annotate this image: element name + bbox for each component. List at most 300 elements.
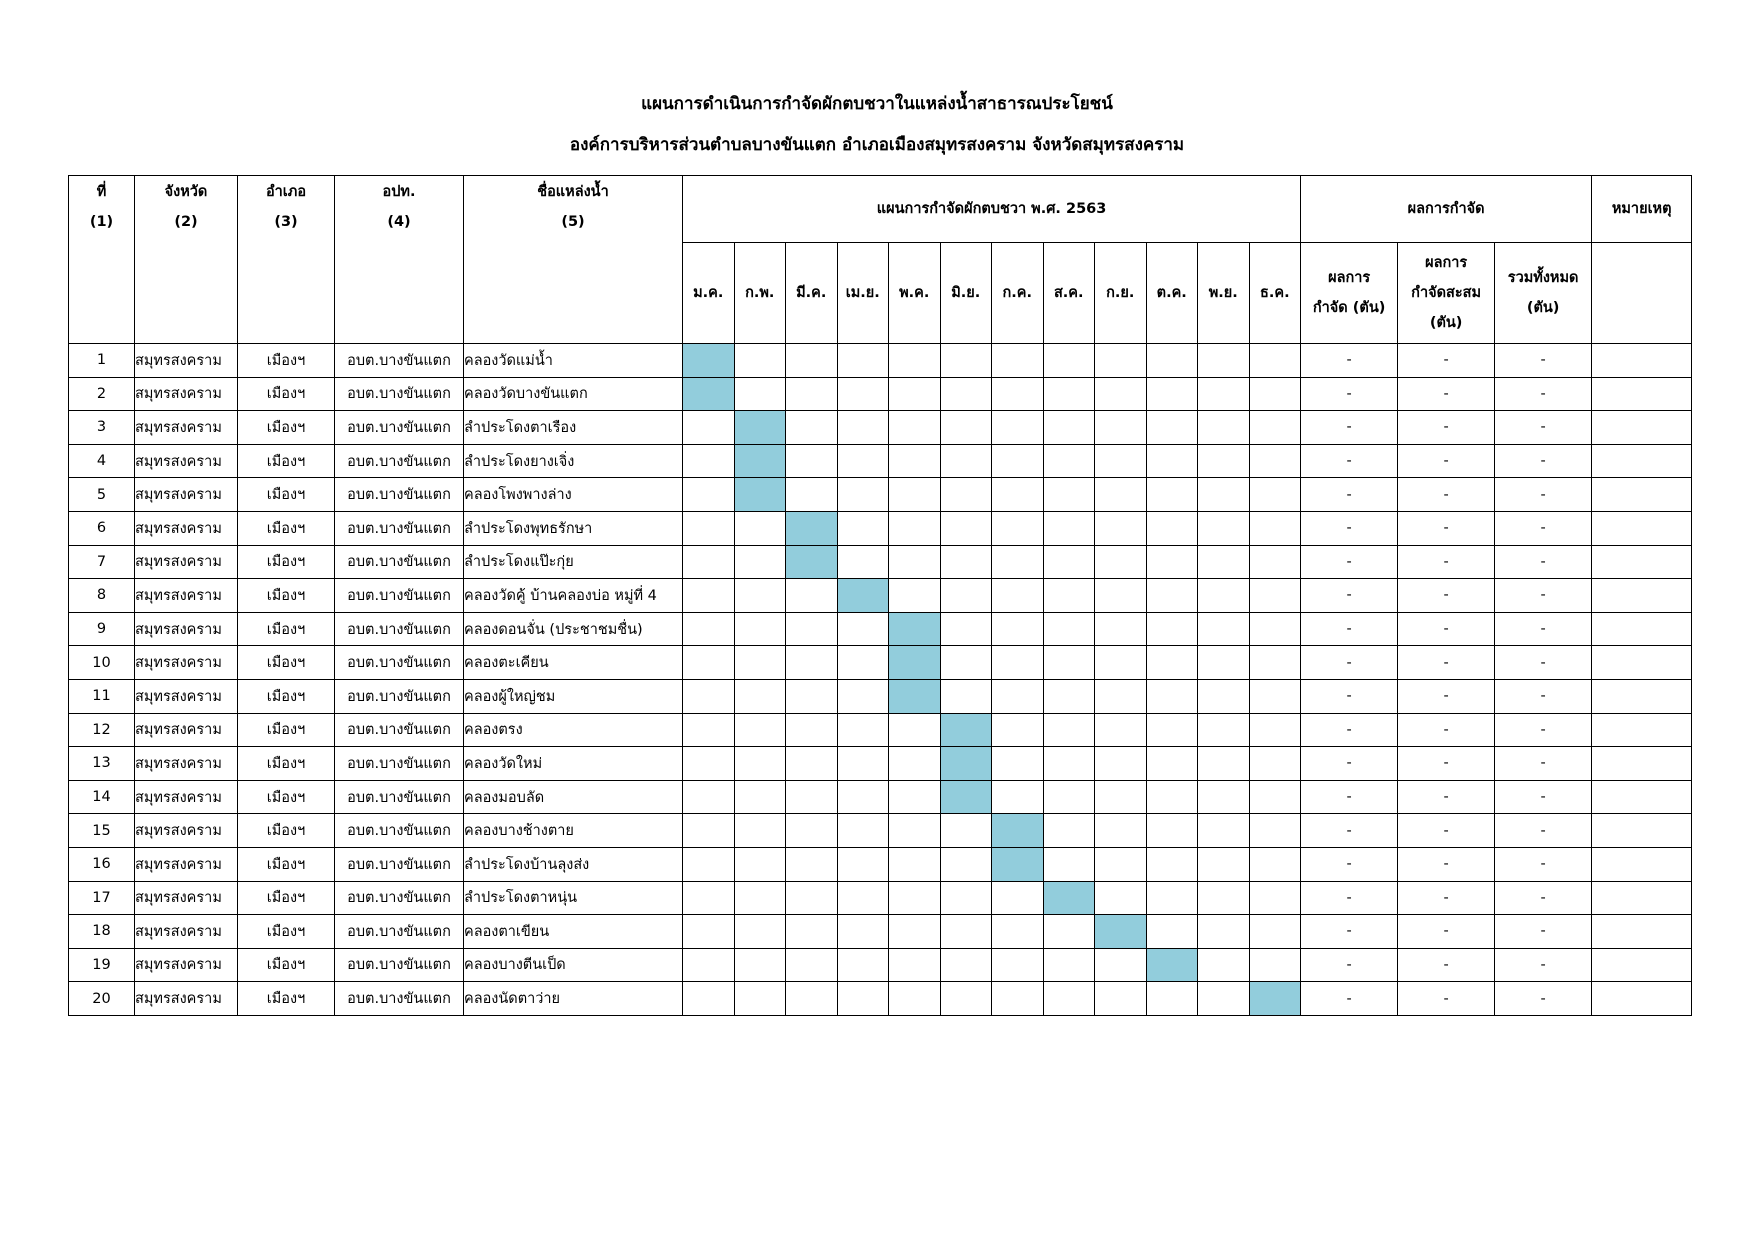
plan-month-cell	[683, 612, 735, 646]
result-accumulated: -	[1398, 982, 1495, 1016]
plan-month-cell	[1095, 545, 1147, 579]
remark-cell	[1592, 646, 1692, 680]
plan-month-cell	[992, 780, 1044, 814]
table-row	[69, 511, 1692, 545]
result-removed: -	[1301, 713, 1398, 747]
row-lao: อบต.บางขันแตก	[335, 814, 464, 848]
plan-month-cell	[683, 747, 735, 781]
plan-month-cell	[1146, 713, 1198, 747]
plan-month-cell	[1198, 411, 1250, 445]
row-province: สมุทรสงคราม	[135, 545, 238, 579]
result-total: -	[1495, 612, 1592, 646]
plan-month-cell	[837, 511, 889, 545]
plan-month-cell	[1095, 344, 1147, 378]
table-row	[69, 713, 1692, 747]
result-removed: -	[1301, 411, 1398, 445]
plan-month-cell	[1146, 915, 1198, 949]
plan-month-cell	[1249, 478, 1301, 512]
plan-month-cell	[786, 612, 838, 646]
plan-month-mark	[889, 679, 941, 713]
remark-cell	[1592, 411, 1692, 445]
plan-month-cell	[889, 881, 941, 915]
result-total: -	[1495, 780, 1592, 814]
row-lao: อบต.บางขันแตก	[335, 344, 464, 378]
result-accumulated: -	[1398, 847, 1495, 881]
row-district: เมืองฯ	[238, 411, 335, 445]
row-water-source: คลองตาเขียน	[464, 915, 683, 949]
col-header-district: อำเภอ (3)	[238, 176, 335, 344]
plan-month-mark	[1095, 915, 1147, 949]
plan-month-cell	[786, 646, 838, 680]
table-row	[69, 814, 1692, 848]
plan-month-cell	[837, 814, 889, 848]
table-row	[69, 847, 1692, 881]
row-province: สมุทรสงคราม	[135, 612, 238, 646]
row-number: 11	[69, 679, 135, 713]
row-lao: อบต.บางขันแตก	[335, 444, 464, 478]
plan-month-cell	[734, 679, 786, 713]
plan-month-cell	[1249, 847, 1301, 881]
plan-month-cell	[889, 747, 941, 781]
plan-month-cell	[683, 948, 735, 982]
result-accumulated: -	[1398, 444, 1495, 478]
row-number: 20	[69, 982, 135, 1016]
plan-month-cell	[1095, 646, 1147, 680]
row-water-source: คลองวัดคู้ บ้านคลองบ่อ หมู่ที่ 4	[464, 579, 683, 613]
month-header: ต.ค.	[1146, 243, 1198, 344]
plan-month-cell	[1198, 511, 1250, 545]
row-district: เมืองฯ	[238, 881, 335, 915]
row-district: เมืองฯ	[238, 646, 335, 680]
plan-month-cell	[786, 411, 838, 445]
result-accumulated: -	[1398, 948, 1495, 982]
row-province: สมุทรสงคราม	[135, 713, 238, 747]
plan-month-cell	[1249, 377, 1301, 411]
row-water-source: คลองโพงพางล่าง	[464, 478, 683, 512]
row-water-source: คลองวัดแม่น้ำ	[464, 344, 683, 378]
remark-cell	[1592, 579, 1692, 613]
result-accumulated: -	[1398, 612, 1495, 646]
row-province: สมุทรสงคราม	[135, 579, 238, 613]
table-row	[69, 679, 1692, 713]
plan-month-cell	[837, 948, 889, 982]
plan-month-cell	[992, 881, 1044, 915]
row-province: สมุทรสงคราม	[135, 982, 238, 1016]
row-number: 19	[69, 948, 135, 982]
result-removed: -	[1301, 478, 1398, 512]
plan-month-cell	[786, 915, 838, 949]
plan-month-cell	[734, 747, 786, 781]
row-water-source: คลองตะเคียน	[464, 646, 683, 680]
remark-cell	[1592, 713, 1692, 747]
plan-month-cell	[837, 747, 889, 781]
plan-month-cell	[786, 881, 838, 915]
plan-month-cell	[889, 511, 941, 545]
plan-month-cell	[837, 679, 889, 713]
plan-month-cell	[837, 881, 889, 915]
row-province: สมุทรสงคราม	[135, 377, 238, 411]
plan-month-cell	[1198, 579, 1250, 613]
plan-month-cell	[1146, 411, 1198, 445]
plan-month-cell	[1146, 881, 1198, 915]
plan-month-cell	[786, 444, 838, 478]
result-accumulated: -	[1398, 915, 1495, 949]
plan-month-cell	[889, 915, 941, 949]
plan-month-cell	[1249, 511, 1301, 545]
row-number: 10	[69, 646, 135, 680]
plan-month-cell	[683, 982, 735, 1016]
col-header-plan: แผนการกำจัดผักตบชวา พ.ศ. 2563	[683, 176, 1301, 243]
result-total: -	[1495, 713, 1592, 747]
plan-month-mark	[992, 847, 1044, 881]
plan-month-mark	[837, 579, 889, 613]
row-province: สมุทรสงคราม	[135, 344, 238, 378]
plan-month-cell	[1249, 646, 1301, 680]
remark-cell	[1592, 478, 1692, 512]
result-accumulated: -	[1398, 780, 1495, 814]
plan-month-cell	[1249, 444, 1301, 478]
result-removed: -	[1301, 948, 1398, 982]
plan-month-cell	[1146, 612, 1198, 646]
result-accumulated: -	[1398, 646, 1495, 680]
col-header-remark: หมายเหตุ	[1592, 176, 1692, 243]
result-total: -	[1495, 444, 1592, 478]
result-total: -	[1495, 679, 1592, 713]
plan-month-cell	[1095, 814, 1147, 848]
plan-month-cell	[683, 915, 735, 949]
result-total: -	[1495, 814, 1592, 848]
remark-cell	[1592, 511, 1692, 545]
month-header: ธ.ค.	[1249, 243, 1301, 344]
row-water-source: คลองบางตีนเป็ด	[464, 948, 683, 982]
row-lao: อบต.บางขันแตก	[335, 377, 464, 411]
result-removed: -	[1301, 982, 1398, 1016]
plan-month-cell	[683, 814, 735, 848]
result-accumulated: -	[1398, 881, 1495, 915]
row-lao: อบต.บางขันแตก	[335, 915, 464, 949]
plan-month-cell	[683, 881, 735, 915]
plan-month-cell	[837, 646, 889, 680]
plan-month-cell	[786, 377, 838, 411]
row-lao: อบต.บางขันแตก	[335, 612, 464, 646]
row-water-source: ลำประโดงยางเจิ่ง	[464, 444, 683, 478]
plan-month-cell	[889, 478, 941, 512]
plan-month-cell	[940, 377, 992, 411]
plan-month-mark	[786, 511, 838, 545]
row-district: เมืองฯ	[238, 713, 335, 747]
plan-month-cell	[1095, 881, 1147, 915]
row-district: เมืองฯ	[238, 747, 335, 781]
page-title: แผนการดำเนินการกำจัดผักตบชวาในแหล่งน้ำสาธารณประโยชน์	[641, 94, 1113, 114]
plan-month-cell	[940, 478, 992, 512]
plan-month-cell	[889, 444, 941, 478]
plan-month-cell	[837, 713, 889, 747]
result-removed: -	[1301, 344, 1398, 378]
plan-month-cell	[940, 646, 992, 680]
row-province: สมุทรสงคราม	[135, 915, 238, 949]
row-water-source: คลองตรง	[464, 713, 683, 747]
row-lao: อบต.บางขันแตก	[335, 511, 464, 545]
plan-month-cell	[1198, 545, 1250, 579]
plan-month-cell	[940, 579, 992, 613]
plan-month-cell	[889, 780, 941, 814]
plan-month-cell	[1249, 344, 1301, 378]
plan-month-cell	[683, 444, 735, 478]
plan-month-cell	[992, 478, 1044, 512]
plan-month-cell	[992, 377, 1044, 411]
plan-month-cell	[837, 847, 889, 881]
plan-month-cell	[1249, 612, 1301, 646]
plan-month-cell	[1198, 713, 1250, 747]
plan-month-cell	[992, 545, 1044, 579]
plan-month-cell	[1146, 579, 1198, 613]
row-number: 7	[69, 545, 135, 579]
plan-month-cell	[889, 814, 941, 848]
plan-month-cell	[1043, 511, 1095, 545]
plan-month-cell	[1146, 982, 1198, 1016]
result-total: -	[1495, 847, 1592, 881]
result-removed: -	[1301, 646, 1398, 680]
plan-month-cell	[889, 713, 941, 747]
row-district: เมืองฯ	[238, 444, 335, 478]
row-lao: อบต.บางขันแตก	[335, 545, 464, 579]
row-number: 14	[69, 780, 135, 814]
row-number: 18	[69, 915, 135, 949]
plan-month-cell	[734, 847, 786, 881]
result-removed: -	[1301, 780, 1398, 814]
result-removed: -	[1301, 847, 1398, 881]
plan-month-cell	[889, 847, 941, 881]
result-accumulated: -	[1398, 411, 1495, 445]
result-accumulated: -	[1398, 545, 1495, 579]
plan-month-cell	[683, 713, 735, 747]
plan-month-cell	[992, 411, 1044, 445]
plan-month-cell	[1249, 948, 1301, 982]
row-province: สมุทรสงคราม	[135, 478, 238, 512]
result-total: -	[1495, 344, 1592, 378]
row-number: 8	[69, 579, 135, 613]
plan-month-cell	[889, 377, 941, 411]
plan-month-cell	[992, 948, 1044, 982]
row-lao: อบต.บางขันแตก	[335, 847, 464, 881]
row-water-source: คลองดอนจั่น (ประชาชมชื่น)	[464, 612, 683, 646]
row-district: เมืองฯ	[238, 545, 335, 579]
plan-month-cell	[1095, 948, 1147, 982]
page-subtitle: องค์การบริหารส่วนตำบลบางขันแตก อำเภอเมืองสมุทรสงคราม จังหวัดสมุทรสงคราม	[569, 135, 1185, 155]
table-row	[69, 612, 1692, 646]
row-district: เมืองฯ	[238, 377, 335, 411]
row-water-source: คลองมอบลัด	[464, 780, 683, 814]
plan-month-cell	[1043, 982, 1095, 1016]
plan-month-cell	[992, 579, 1044, 613]
result-total: -	[1495, 915, 1592, 949]
plan-month-cell	[1198, 948, 1250, 982]
plan-month-cell	[1043, 579, 1095, 613]
table-row	[69, 579, 1692, 613]
plan-month-cell	[683, 545, 735, 579]
result-subheader-accumulated: ผลการ กำจัดสะสม (ตัน)	[1398, 243, 1495, 344]
plan-month-cell	[1146, 377, 1198, 411]
result-accumulated: -	[1398, 344, 1495, 378]
plan-month-cell	[940, 545, 992, 579]
plan-month-cell	[992, 646, 1044, 680]
month-header: พ.ย.	[1198, 243, 1250, 344]
header-row-1	[69, 176, 1692, 243]
table-row	[69, 780, 1692, 814]
plan-month-cell	[1146, 847, 1198, 881]
plan-month-mark	[940, 747, 992, 781]
plan-month-cell	[1198, 780, 1250, 814]
plan-month-cell	[1043, 915, 1095, 949]
plan-month-cell	[992, 747, 1044, 781]
month-header: ม.ค.	[683, 243, 735, 344]
plan-month-cell	[992, 713, 1044, 747]
plan-month-cell	[734, 377, 786, 411]
col-header-source: ชื่อแหล่งน้ำ (5)	[464, 176, 683, 344]
plan-month-mark	[940, 713, 992, 747]
plan-month-mark	[786, 545, 838, 579]
result-removed: -	[1301, 579, 1398, 613]
plan-month-cell	[1043, 646, 1095, 680]
plan-month-cell	[940, 881, 992, 915]
plan-month-cell	[992, 679, 1044, 713]
plan-month-mark	[683, 344, 735, 378]
row-lao: อบต.บางขันแตก	[335, 780, 464, 814]
plan-month-cell	[837, 545, 889, 579]
result-accumulated: -	[1398, 814, 1495, 848]
remark-cell	[1592, 747, 1692, 781]
row-lao: อบต.บางขันแตก	[335, 478, 464, 512]
plan-month-mark	[683, 377, 735, 411]
col-header-no: ที่ (1)	[69, 176, 135, 344]
table-row	[69, 646, 1692, 680]
row-province: สมุทรสงคราม	[135, 881, 238, 915]
result-total: -	[1495, 646, 1592, 680]
plan-month-cell	[1095, 411, 1147, 445]
plan-month-cell	[734, 814, 786, 848]
plan-month-cell	[940, 982, 992, 1016]
plan-month-cell	[1095, 679, 1147, 713]
month-header: มิ.ย.	[940, 243, 992, 344]
result-accumulated: -	[1398, 478, 1495, 512]
col-header-province: จังหวัด (2)	[135, 176, 238, 344]
row-province: สมุทรสงคราม	[135, 847, 238, 881]
table-row	[69, 915, 1692, 949]
row-number: 1	[69, 344, 135, 378]
plan-month-cell	[1043, 478, 1095, 512]
month-header: พ.ค.	[889, 243, 941, 344]
plan-month-cell	[734, 511, 786, 545]
plan-month-cell	[1146, 545, 1198, 579]
result-accumulated: -	[1398, 511, 1495, 545]
row-district: เมืองฯ	[238, 814, 335, 848]
plan-month-cell	[786, 747, 838, 781]
plan-month-cell	[1146, 344, 1198, 378]
plan-month-cell	[1198, 814, 1250, 848]
row-district: เมืองฯ	[238, 780, 335, 814]
plan-month-cell	[889, 344, 941, 378]
row-number: 3	[69, 411, 135, 445]
plan-month-mark	[734, 411, 786, 445]
remark-cell	[1592, 982, 1692, 1016]
plan-month-cell	[837, 780, 889, 814]
row-district: เมืองฯ	[238, 948, 335, 982]
plan-month-mark	[889, 646, 941, 680]
plan-month-cell	[734, 982, 786, 1016]
plan-month-cell	[992, 982, 1044, 1016]
plan-month-cell	[734, 780, 786, 814]
plan-month-cell	[837, 612, 889, 646]
plan-month-cell	[940, 444, 992, 478]
month-header: เม.ย.	[837, 243, 889, 344]
month-header: มี.ค.	[786, 243, 838, 344]
plan-month-cell	[940, 612, 992, 646]
plan-month-cell	[940, 511, 992, 545]
plan-month-cell	[837, 915, 889, 949]
plan-month-cell	[1249, 579, 1301, 613]
plan-month-mark	[1249, 982, 1301, 1016]
plan-month-cell	[786, 780, 838, 814]
row-province: สมุทรสงคราม	[135, 747, 238, 781]
plan-month-cell	[1249, 915, 1301, 949]
row-number: 13	[69, 747, 135, 781]
result-accumulated: -	[1398, 713, 1495, 747]
row-lao: อบต.บางขันแตก	[335, 881, 464, 915]
plan-month-cell	[1198, 881, 1250, 915]
plan-month-mark	[992, 814, 1044, 848]
plan-month-cell	[1043, 814, 1095, 848]
plan-month-cell	[1043, 780, 1095, 814]
row-water-source: ลำประโดงตาหนุ่น	[464, 881, 683, 915]
remark-subheader	[1592, 243, 1692, 344]
plan-month-cell	[734, 881, 786, 915]
plan-month-cell	[1146, 646, 1198, 680]
remark-cell	[1592, 780, 1692, 814]
plan-month-cell	[786, 713, 838, 747]
table-row	[69, 377, 1692, 411]
plan-month-cell	[992, 612, 1044, 646]
plan-month-cell	[1198, 478, 1250, 512]
result-accumulated: -	[1398, 377, 1495, 411]
row-water-source: คลองวัดใหม่	[464, 747, 683, 781]
plan-month-cell	[837, 982, 889, 1016]
remark-cell	[1592, 948, 1692, 982]
month-header: ก.ค.	[992, 243, 1044, 344]
plan-month-mark	[734, 478, 786, 512]
result-total: -	[1495, 545, 1592, 579]
result-removed: -	[1301, 444, 1398, 478]
plan-month-mark	[940, 780, 992, 814]
row-number: 6	[69, 511, 135, 545]
row-lao: อบต.บางขันแตก	[335, 948, 464, 982]
table-row	[69, 411, 1692, 445]
result-total: -	[1495, 377, 1592, 411]
plan-month-cell	[1095, 511, 1147, 545]
plan-month-cell	[992, 511, 1044, 545]
plan-month-cell	[1198, 377, 1250, 411]
plan-month-cell	[1095, 478, 1147, 512]
remark-cell	[1592, 881, 1692, 915]
month-header: ส.ค.	[1043, 243, 1095, 344]
plan-month-cell	[1043, 545, 1095, 579]
plan-month-cell	[1249, 411, 1301, 445]
row-lao: อบต.บางขันแตก	[335, 982, 464, 1016]
plan-month-mark	[889, 612, 941, 646]
plan-month-cell	[734, 612, 786, 646]
plan-month-cell	[1043, 612, 1095, 646]
row-number: 17	[69, 881, 135, 915]
plan-month-cell	[1198, 679, 1250, 713]
